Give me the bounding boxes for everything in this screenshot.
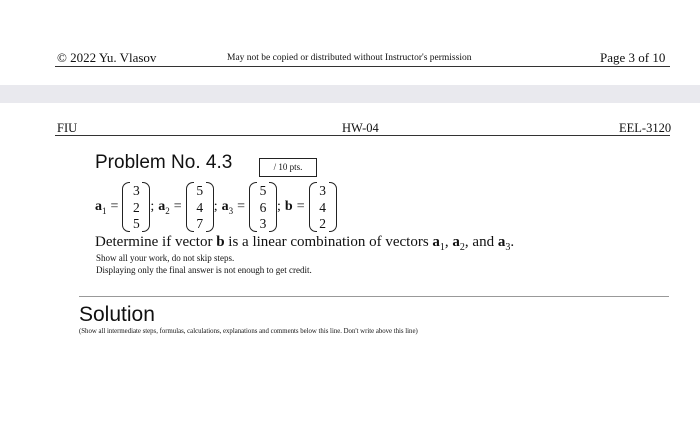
- problem-title: Problem No. 4.3: [95, 152, 233, 173]
- instruction-note: Show all your work, do not skip steps.: [96, 253, 235, 263]
- problem-question: Determine if vector b is a linear combination of vectors $a_1$, $a_2$, and $a_3$.: [95, 234, 515, 253]
- footer-rule: [55, 66, 670, 67]
- permission-text: May not be copied or distributed without Instructor's permission: [227, 53, 472, 63]
- previous-page-footer: [0, 0, 700, 85]
- header-rule: [55, 135, 670, 136]
- vector-label: b: [284, 199, 293, 214]
- copyright-text: © 2022 Yu. Vlasov: [57, 50, 157, 65]
- solution-note: (Show all intermediate steps, formulas, calculations, explanations and comments below this line. Don't write above this line): [79, 328, 418, 335]
- vector-a3: 5 6 3: [249, 182, 277, 232]
- vector-label: $a_2$: [158, 198, 170, 216]
- vector-b: 3 4 2: [309, 182, 337, 232]
- points-box: / 10 pts.: [259, 158, 317, 177]
- vector-a1: 3 2 5: [122, 182, 150, 232]
- page-number: Page 3 of 10: [600, 50, 666, 65]
- header-institution: FIU: [57, 121, 78, 135]
- header-course: EEL-3120: [619, 121, 672, 135]
- vector-definitions: $a_1$ = 3 2 5 ; $a_2$ = 5 4 7 ; $a_3$ = 5 6 3 ; b = 3 4 2: [95, 182, 337, 232]
- solution-title: Solution: [79, 303, 155, 326]
- vector-label: $a_1$: [95, 198, 107, 216]
- instruction-note: Displaying only the final answer is not enough to get credit.: [96, 265, 312, 275]
- header-assignment: HW-04: [342, 121, 379, 135]
- vector-a2: 5 4 7: [186, 182, 214, 232]
- vector-label: $a_3$: [221, 198, 234, 216]
- section-divider: [79, 296, 669, 297]
